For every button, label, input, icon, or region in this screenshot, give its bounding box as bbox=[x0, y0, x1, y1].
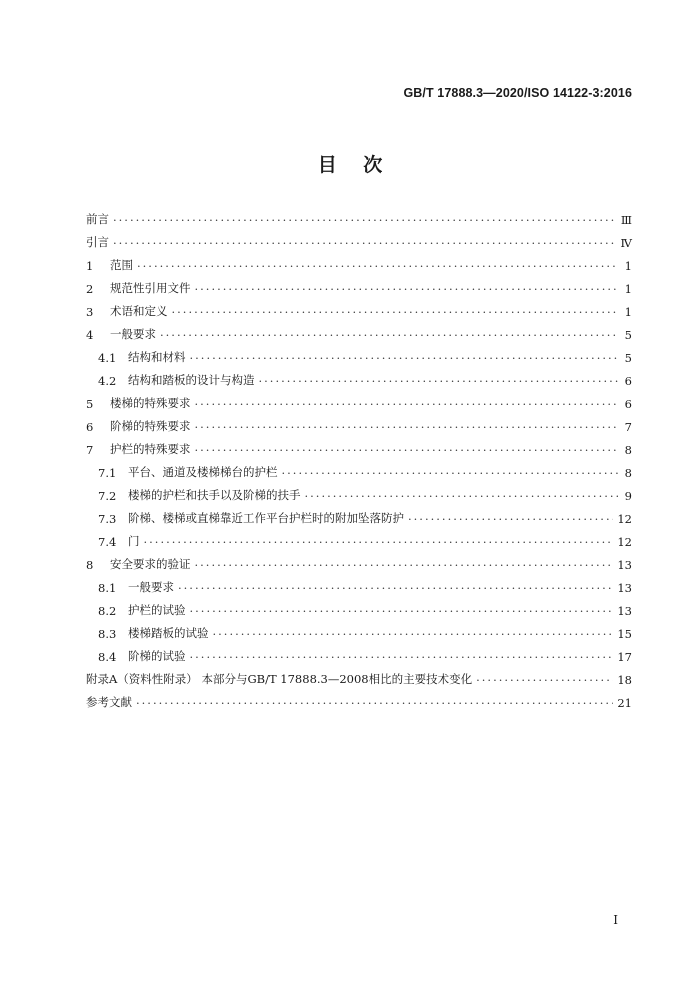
toc-entry[interactable] bbox=[86, 296, 632, 319]
toc-entry-page: Ⅳ bbox=[620, 236, 632, 250]
toc-leader-dots bbox=[195, 397, 619, 411]
toc-entry-label: 一般要求 bbox=[110, 327, 156, 341]
toc-entry[interactable] bbox=[86, 526, 632, 549]
toc-entry[interactable] bbox=[86, 618, 632, 641]
toc-entry-label: 护栏的试验 bbox=[128, 603, 186, 617]
toc-entry-number: 8.2 bbox=[98, 604, 117, 618]
toc-entry[interactable] bbox=[86, 388, 632, 411]
toc-entry-label: 附录A（资料性附录） 本部分与GB/T 17888.3—2008相比的主要技术变化 bbox=[86, 672, 473, 686]
toc-entry-number: 4.2 bbox=[98, 374, 117, 388]
toc-entry-page: 1 bbox=[624, 259, 632, 273]
toc-entry-number: 8 bbox=[86, 558, 94, 572]
toc-entry[interactable] bbox=[86, 595, 632, 618]
toc-entry[interactable] bbox=[86, 641, 632, 664]
toc-leader-dots bbox=[476, 673, 613, 687]
toc-leader-dots bbox=[160, 328, 618, 342]
toc-entry-page: 18 bbox=[617, 673, 632, 687]
standard-code: GB/T 17888.3—2020/ISO 14122-3:2016 bbox=[403, 86, 632, 100]
toc-leader-dots bbox=[137, 259, 618, 273]
toc-leader-dots bbox=[172, 305, 619, 319]
toc-entry[interactable] bbox=[86, 687, 632, 710]
toc-entry[interactable] bbox=[86, 273, 632, 296]
toc-entry-label: 参考文献 bbox=[86, 695, 132, 709]
toc-entry[interactable] bbox=[86, 480, 632, 503]
toc-entry-number: 7.4 bbox=[98, 535, 117, 549]
toc-entry-page: 1 bbox=[624, 305, 632, 319]
toc-entry-number: 2 bbox=[86, 282, 94, 296]
toc-leader-dots bbox=[282, 466, 619, 480]
toc-entry-number: 1 bbox=[86, 259, 94, 273]
toc-leader-dots bbox=[136, 696, 613, 710]
toc-entry-number: 8.1 bbox=[98, 581, 117, 595]
toc-entry-page: 13 bbox=[617, 558, 632, 572]
toc-entry-page: 5 bbox=[624, 351, 632, 365]
toc-entry-label: 护栏的特殊要求 bbox=[110, 442, 191, 456]
toc-entry-label: 楼梯踏板的试验 bbox=[128, 626, 209, 640]
toc-entry-label: 安全要求的验证 bbox=[110, 557, 191, 571]
toc-leader-dots bbox=[178, 581, 613, 595]
toc-leader-dots bbox=[195, 282, 619, 296]
toc-entry-number: 3 bbox=[86, 305, 94, 319]
toc-entry-page: 8 bbox=[624, 466, 632, 480]
toc-entry[interactable] bbox=[86, 664, 632, 687]
toc-entry-page: 17 bbox=[617, 650, 632, 664]
toc-entry[interactable] bbox=[86, 411, 632, 434]
toc-entry-page: 5 bbox=[624, 328, 632, 342]
toc-entry[interactable] bbox=[86, 434, 632, 457]
toc-leader-dots bbox=[195, 558, 614, 572]
toc-entry-number: 7.3 bbox=[98, 512, 117, 526]
toc-entry[interactable] bbox=[86, 227, 632, 250]
toc-entry-label: 前言 bbox=[86, 212, 109, 226]
toc-leader-dots bbox=[259, 374, 619, 388]
toc-entry[interactable] bbox=[86, 503, 632, 526]
toc-entry-label: 阶梯、楼梯或直梯靠近工作平台护栏时的附加坠落防护 bbox=[128, 511, 404, 525]
toc-entry-label: 结构和踏板的设计与构造 bbox=[128, 373, 255, 387]
toc-entry-number: 4 bbox=[86, 328, 94, 342]
toc-entry-number: 6 bbox=[86, 420, 94, 434]
toc-entry-number: 7 bbox=[86, 443, 94, 457]
table-of-contents bbox=[86, 204, 632, 710]
toc-entry-label: 阶梯的特殊要求 bbox=[110, 419, 191, 433]
toc-entry-page: 6 bbox=[624, 374, 632, 388]
toc-entry[interactable] bbox=[86, 365, 632, 388]
toc-entry[interactable] bbox=[86, 342, 632, 365]
toc-entry-page: 1 bbox=[624, 282, 632, 296]
toc-entry-number: 7.2 bbox=[98, 489, 117, 503]
toc-entry-page: Ⅲ bbox=[620, 213, 632, 227]
toc-entry[interactable] bbox=[86, 250, 632, 273]
toc-entry[interactable] bbox=[86, 457, 632, 480]
toc-title: 目 次 bbox=[317, 154, 383, 176]
toc-entry-page: 13 bbox=[617, 581, 632, 595]
toc-leader-dots bbox=[195, 443, 619, 457]
toc-entry-label: 平台、通道及楼梯梯台的护栏 bbox=[128, 465, 278, 479]
toc-entry[interactable] bbox=[86, 549, 632, 572]
toc-entry-page: 21 bbox=[617, 696, 632, 710]
toc-entry-label: 结构和材料 bbox=[128, 350, 186, 364]
toc-entry-number: 8.3 bbox=[98, 627, 117, 641]
toc-entry-label: 一般要求 bbox=[128, 580, 174, 594]
toc-entry[interactable] bbox=[86, 319, 632, 342]
toc-leader-dots bbox=[408, 512, 613, 526]
toc-leader-dots bbox=[305, 489, 619, 503]
toc-entry-label: 规范性引用文件 bbox=[110, 281, 191, 295]
toc-entry[interactable] bbox=[86, 204, 632, 227]
toc-entry-label: 门 bbox=[128, 534, 140, 548]
toc-entry-page: 12 bbox=[617, 512, 632, 526]
toc-entry-page: 7 bbox=[624, 420, 632, 434]
toc-entry-label: 引言 bbox=[86, 235, 109, 249]
toc-entry-label: 阶梯的试验 bbox=[128, 649, 186, 663]
toc-leader-dots bbox=[190, 351, 619, 365]
toc-entry-label: 术语和定义 bbox=[110, 304, 168, 318]
toc-entry[interactable] bbox=[86, 572, 632, 595]
toc-entry-page: 6 bbox=[624, 397, 632, 411]
toc-leader-dots bbox=[113, 236, 617, 250]
toc-entry-label: 范围 bbox=[110, 258, 133, 272]
toc-entry-page: 8 bbox=[624, 443, 632, 457]
toc-entry-label: 楼梯的护栏和扶手以及阶梯的扶手 bbox=[128, 488, 301, 502]
toc-leader-dots bbox=[213, 627, 614, 641]
toc-entry-number: 4.1 bbox=[98, 351, 117, 365]
page-number: I bbox=[613, 913, 618, 927]
toc-entry-page: 15 bbox=[617, 627, 632, 641]
toc-entry-page: 9 bbox=[624, 489, 632, 503]
toc-leader-dots bbox=[113, 213, 617, 227]
toc-entry-number: 5 bbox=[86, 397, 94, 411]
toc-leader-dots bbox=[190, 650, 614, 664]
toc-leader-dots bbox=[190, 604, 614, 618]
toc-leader-dots bbox=[195, 420, 619, 434]
toc-entry-number: 7.1 bbox=[98, 466, 117, 480]
toc-leader-dots bbox=[144, 535, 614, 549]
toc-entry-number: 8.4 bbox=[98, 650, 117, 664]
toc-entry-page: 12 bbox=[617, 535, 632, 549]
toc-entry-page: 13 bbox=[617, 604, 632, 618]
toc-entry-label: 楼梯的特殊要求 bbox=[110, 396, 191, 410]
